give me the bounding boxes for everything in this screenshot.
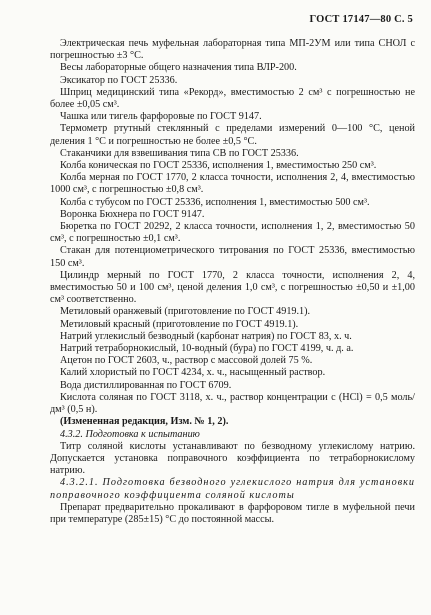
paragraph: 4.3.2.1. Подготовка безводного углекислого натрия для установки поправочного коэффициента соляной кислоты xyxy=(50,477,415,501)
paragraph: Чашка или тигель фарфоровые по ГОСТ 9147. xyxy=(60,111,262,123)
paragraph: Натрий тетраборнокислый, 10-водный (бура) по ГОСТ 4199, ч. д. а. xyxy=(60,343,354,355)
paragraph: Электрическая печь муфельная лабораторная типа МП-2УМ или типа СНОЛ с погрешностью ±3 °С. xyxy=(50,38,415,62)
paragraph: Колба с тубусом по ГОСТ 25336, исполнения 1, вместимостью 500 см³. xyxy=(60,196,370,208)
paragraph: Калий хлористый по ГОСТ 4234, х. ч., насыщенный раствор. xyxy=(60,367,326,379)
paragraph: Эксикатор по ГОСТ 25336. xyxy=(60,74,178,86)
paragraph: Вода дистиллированная по ГОСТ 6709. xyxy=(60,379,232,391)
paragraph: Ацетон по ГОСТ 2603, ч., раствор с массовой долей 75 %. xyxy=(60,355,313,367)
paragraph: Препарат предварительно прокаливают в фарфоровом тигле в муфельной печи при температуре (285±15) °С до постоянной массы. xyxy=(50,501,415,525)
paragraph: 4.3.2. Подготовка к испытанию xyxy=(60,428,200,440)
paragraph: Метиловый оранжевый (приготовление по ГОСТ 4919.1). xyxy=(60,306,311,318)
paragraph: Метиловый красный (приготовление по ГОСТ 4919.1). xyxy=(60,318,299,330)
paragraph: Бюретка по ГОСТ 20292, 2 класса точности, исполнения 1, 2, вместимостью 50 см³, с погрешностью ±0,1 см³. xyxy=(50,221,415,245)
paragraph: Колба коническая по ГОСТ 25336, исполнения 1, вместимостью 250 см³. xyxy=(60,160,377,172)
paragraph: Колба мерная по ГОСТ 1770, 2 класса точности, исполнения 2, 4, вместимостью 1000 см³, с погрешностью ±0,8 см³. xyxy=(50,172,415,196)
paragraph: Шприц медицинский типа «Рекорд», вместимостью 2 см³ с погрешностью не более ±0,05 см³. xyxy=(50,86,415,111)
paragraph: (Измененная редакция, Изм. № 1, 2). xyxy=(60,416,229,428)
page-header: ГОСТ 17147—80 С. 5 xyxy=(309,14,413,25)
paragraph: Титр соляной кислоты устанавливают по безводному углекислому натрию. Допускается установка поправочного коэффициента по тетраборнокислому натрию. xyxy=(50,440,415,477)
paragraph: Стакан для потенциометрического титрования по ГОСТ 25336, вместимостью 150 см³. xyxy=(50,245,415,269)
paragraph: Воронка Бюхнера по ГОСТ 9147. xyxy=(60,208,205,220)
document-body xyxy=(50,38,415,526)
paragraph: Натрий углекислый безводный (карбонат натрия) по ГОСТ 83, х. ч. xyxy=(60,330,352,342)
paragraph: Термометр ртутный стеклянный с пределами измерений 0—100 °С, ценой деления 1 °С и погрешностью не более ±0,5 °С. xyxy=(50,123,415,147)
paragraph: Цилиндр мерный по ГОСТ 1770, 2 класса точности, исполнения 2, 4, вместимостью 50 и 100 см³, ценой деления 1,0 см³, с погрешностью ±0,50 и ±1,00 см³ соответственно. xyxy=(50,269,415,306)
paragraph: Весы лабораторные общего назначения типа ВЛР-200. xyxy=(60,62,297,74)
paragraph: Кислота соляная по ГОСТ 3118, х. ч., раствор концентрации с (HCl) = 0,5 моль/дм³ (0,5 н). xyxy=(50,391,415,416)
paragraph: Стаканчики для взвешивания типа СВ по ГОСТ 25336. xyxy=(60,147,299,159)
